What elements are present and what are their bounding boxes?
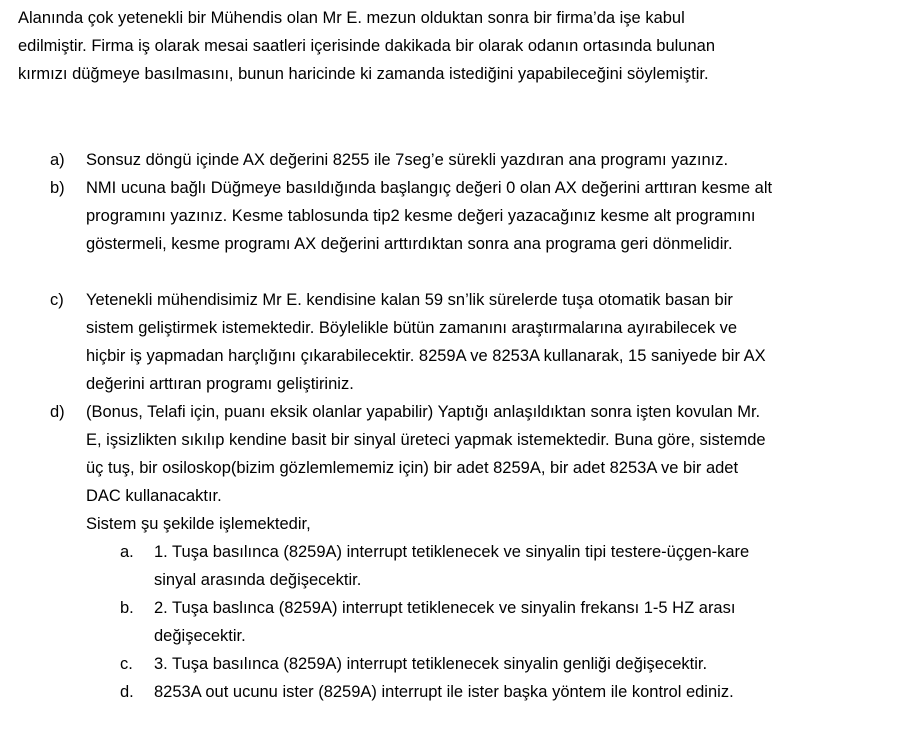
item-text-line: E, işsizlikten sıkılıp kendine basit bir sinyal üreteci yapmak istemektedir. Buna göre, sistemde [86, 431, 766, 449]
item-text-line: (Bonus, Telafi için, puanı eksik olanlar yapabilir) Yaptığı anlaşıldıktan sonra işten kovulan Mr. [86, 403, 761, 421]
item-marker: d) [50, 403, 65, 421]
question-list [0, 146, 915, 706]
sub-item-marker: b. [120, 599, 134, 617]
item-text-line: sistem geliştirmek istemektedir. Böylelikle bütün zamanını araştırmalarına ayırabilecek ve [86, 319, 738, 337]
item-text-line: göstermeli, kesme programı AX değerini arttırdıktan sonra ana programa geri dönmelidir. [86, 235, 733, 253]
sub-item-marker: c. [120, 655, 133, 673]
intro-paragraph [18, 4, 898, 88]
item-text-line: hiçbir iş yapmadan harçlığını çıkarabilecektir. 8259A ve 8253A kullanarak, 15 saniyede bir AX [86, 347, 766, 365]
sub-item-a [0, 538, 915, 594]
sub-item-text-line: 3. Tuşa basılınca (8259A) interrupt tetiklenecek sinyalin genliği değişecektir. [154, 655, 708, 673]
intro-line: kırmızı düğmeye basılmasını, bunun haricinde ki zamanda istediğini yapabileceğini söylemiştir. [18, 65, 709, 83]
sub-item-d [0, 678, 915, 706]
intro-line: Alanında çok yetenekli bir Mühendis olan Mr E. mezun olduktan sonra bir firma’da işe kabul [18, 9, 685, 27]
paragraph-gap [0, 258, 915, 286]
item-text-line: NMI ucuna bağlı Düğmeye basıldığında başlangıç değeri 0 olan AX değerini arttıran kesme alt [86, 179, 773, 197]
item-marker: a) [50, 151, 65, 169]
sub-item-text-line: 1. Tuşa basılınca (8259A) interrupt tetiklenecek ve sinyalin tipi testere-üçgen-kare [154, 543, 750, 561]
sub-item-b [0, 594, 915, 650]
sub-item-marker: d. [120, 683, 134, 701]
sub-item-list [0, 538, 915, 706]
sub-item-text-line: değişecektir. [154, 627, 246, 645]
sub-item-text-line: 8253A out ucunu ister (8259A) interrupt ile ister başka yöntem ile kontrol ediniz. [154, 683, 734, 701]
item-marker: b) [50, 179, 65, 197]
sub-item-c [0, 650, 915, 678]
sub-item-text-line: sinyal arasında değişecektir. [154, 571, 362, 589]
item-text-line: üç tuş, bir osiloskop(bizim gözlemlememiz için) bir adet 8259A, bir adet 8253A ve bir adet [86, 459, 739, 477]
item-text-line: programını yazınız. Kesme tablosunda tip2 kesme değeri yazacağınız kesme alt programını [86, 207, 756, 225]
question-item-b [0, 174, 915, 258]
item-text-line: DAC kullanacaktır. [86, 487, 222, 505]
intro-line: edilmiştir. Firma iş olarak mesai saatleri içerisinde dakikada bir olarak odanın ortasında bulunan [18, 37, 716, 55]
sub-item-text-line: 2. Tuşa baslınca (8259A) interrupt tetiklenecek ve sinyalin frekansı 1-5 HZ arası [154, 599, 736, 617]
question-item-d [0, 398, 915, 538]
sub-item-marker: a. [120, 543, 134, 561]
question-item-a [0, 146, 915, 174]
item-marker: c) [50, 291, 64, 309]
item-text-line: değerini arttıran programı geliştiriniz. [86, 375, 354, 393]
item-text-line: Sonsuz döngü içinde AX değerini 8255 ile 7seg’e sürekli yazdıran ana programı yazınız. [86, 151, 729, 169]
system-intro-line: Sistem şu şekilde işlemektedir, [86, 515, 311, 533]
question-item-c [0, 286, 915, 398]
item-text-line: Yetenekli mühendisimiz Mr E. kendisine kalan 59 sn’lik sürelerde tuşa otomatik basan bir [86, 291, 733, 309]
